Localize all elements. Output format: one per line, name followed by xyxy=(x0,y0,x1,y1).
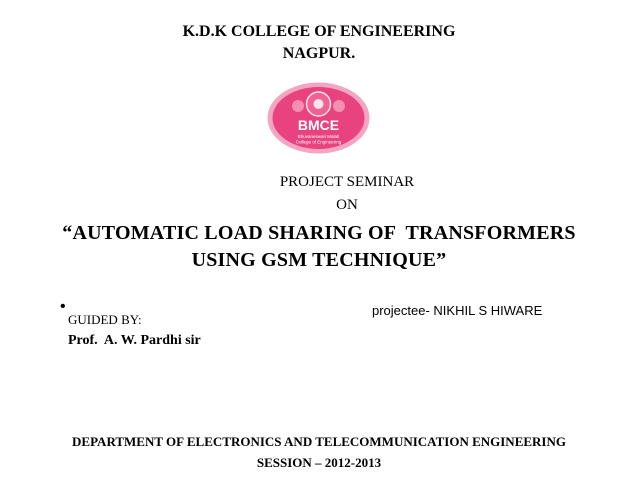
department-name: DEPARTMENT OF ELECTRONICS AND TELECOMMUNICATION ENGINEERING xyxy=(72,434,566,449)
projectee-label: projectee- NIKHIL S HIWARE xyxy=(372,303,543,318)
seminar-heading xyxy=(252,171,442,217)
logo-left-ornament xyxy=(292,100,304,112)
college-logo xyxy=(267,82,370,154)
seminar-line2: ON xyxy=(336,197,358,213)
session-label: SESSION – 2012-2013 xyxy=(256,455,382,470)
logo-subtext-2: College of Engineering xyxy=(295,139,342,145)
guide-name: Prof. A. W. Pardhi sir xyxy=(68,333,201,348)
project-title-line2: USING GSM TECHNIQUE” xyxy=(191,249,447,271)
bullet-icon: • xyxy=(60,298,66,315)
college-header xyxy=(0,21,638,65)
project-title-line1: “AUTOMATIC LOAD SHARING OF TRANSFORMERS xyxy=(62,222,576,244)
guided-by-label: GUIDED BY: xyxy=(68,312,142,327)
logo-subtext-1: Bhuvaneswari Malati xyxy=(297,134,340,139)
college-city: NAGPUR. xyxy=(282,45,356,62)
college-name: K.D.K COLLEGE OF ENGINEERING xyxy=(182,23,456,40)
project-title xyxy=(0,220,638,274)
footer xyxy=(0,431,638,473)
seminar-line1: PROJECT SEMINAR xyxy=(279,174,415,190)
logo-right-ornament xyxy=(333,100,345,112)
logo-text: BMCE xyxy=(297,117,340,133)
logo-gear-hub xyxy=(314,99,324,109)
